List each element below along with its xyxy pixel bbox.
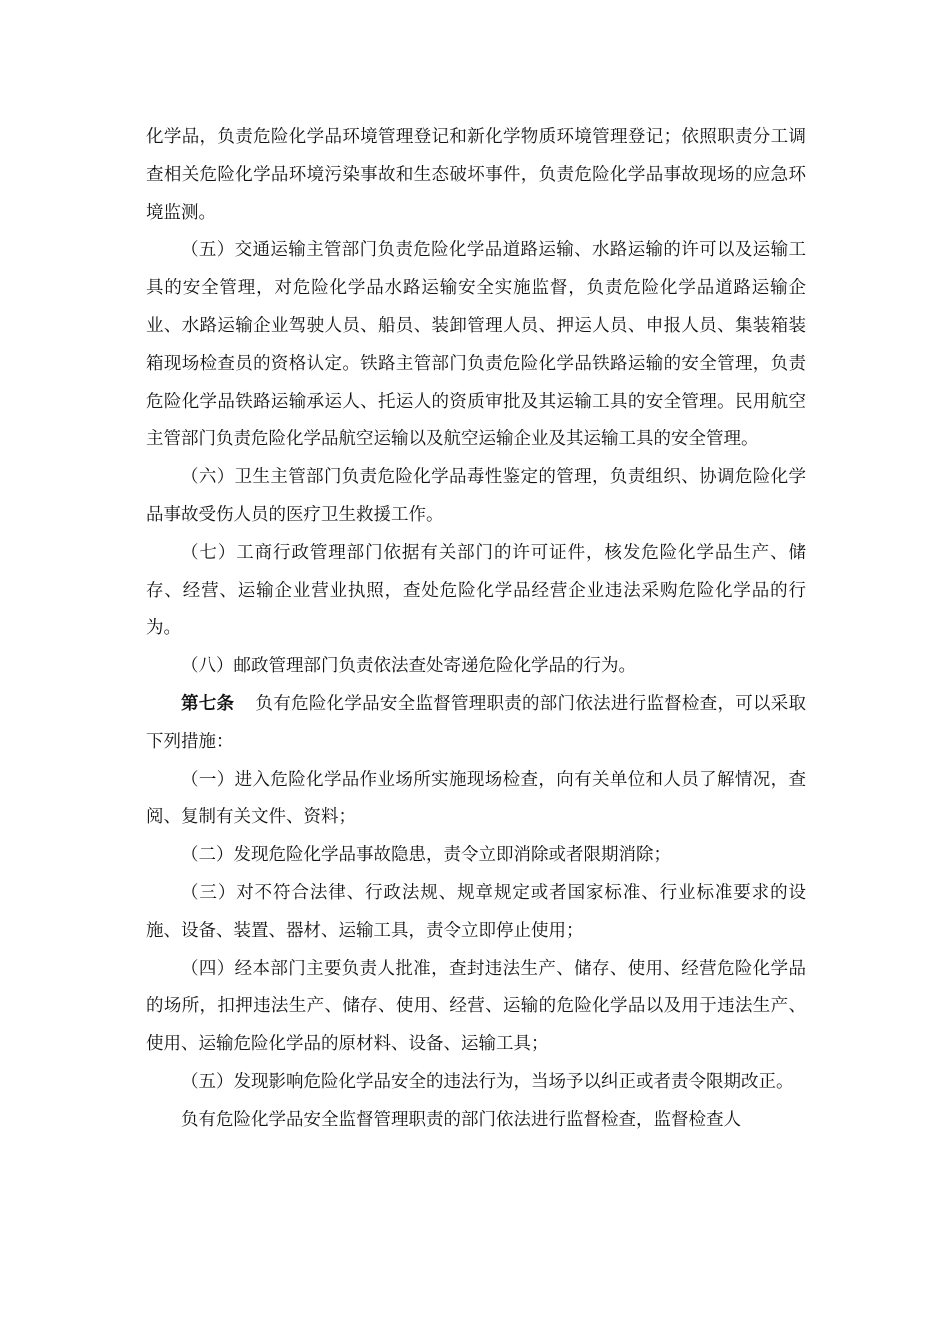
paragraph-item-8-postal: （八）邮政管理部门负责依法查处寄递危险化学品的行为。 xyxy=(181,656,636,677)
paragraph-continued: 化学品，负责危险化学品环境管理登记和新化学物质环境管理登记；依照职责分工调查相关危险化学品环境污染事故和生态破坏事件，负责危险化学品事故现场的应急环境监测。 xyxy=(146,127,806,223)
measure-item-2: （二）发现危险化学品事故隐患，责令立即消除或者限期消除； xyxy=(181,845,671,866)
article-7-label: 第七条 xyxy=(181,693,235,714)
article-7-text: 负有危险化学品安全监督管理职责的部门依法进行监督检查，可以采取下列措施： xyxy=(146,693,807,752)
paragraph-item-6-health: （六）卫生主管部门负责危险化学品毒性鉴定的管理，负责组织、协调危险化学品事故受伤人员的医疗卫生救援工作。 xyxy=(146,467,806,525)
closing-paragraph: 负有危险化学品安全监督管理职责的部门依法进行监督检查，监督检查人 xyxy=(181,1109,741,1130)
measure-item-1: （一）进入危险化学品作业场所实施现场检查，向有关单位和人员了解情况，查阅、复制有关文件、资料； xyxy=(146,769,806,828)
measure-item-4: （四）经本部门主要负责人批准，查封违法生产、储存、使用、经营危险化学品的场所，扣押违法生产、储存、使用、经营、运输的危险化学品以及用于违法生产、使用、运输危险化学品的原材料、设备、运输工具； xyxy=(146,958,806,1055)
measure-item-3: （三）对不符合法律、行政法规、规章规定或者国家标准、行业标准要求的设施、设备、装置、器材、运输工具，责令立即停止使用； xyxy=(146,882,806,941)
paragraph-item-5-transport: （五）交通运输主管部门负责危险化学品道路运输、水路运输的许可以及运输工具的安全管理，对危险化学品水路运输安全实施监督，负责危险化学品道路运输企业、水路运输企业驾驶人员、船员、装卸管理人员、押运人员、申报人员、集装箱装箱现场检查员的资格认定。铁路主管部门负责危险化学品铁路运输的安全管理，负责危险化学品铁路运输承运人、托运人的资质审批及其运输工具的安全管理。民用航空主管部门负责危险化学品航空运输以及航空运输企业及其运输工具的安全管理。 xyxy=(146,240,806,450)
paragraph-item-7-commerce: （七）工商行政管理部门依据有关部门的许可证件，核发危险化学品生产、储存、经营、运输企业营业执照，查处危险化学品经营企业违法采购危险化学品的行为。 xyxy=(146,542,806,639)
document-body xyxy=(146,119,806,1140)
article-7 xyxy=(146,686,806,762)
measure-item-5: （五）发现影响危险化学品安全的违法行为，当场予以纠正或者责令限期改正。 xyxy=(181,1071,794,1092)
